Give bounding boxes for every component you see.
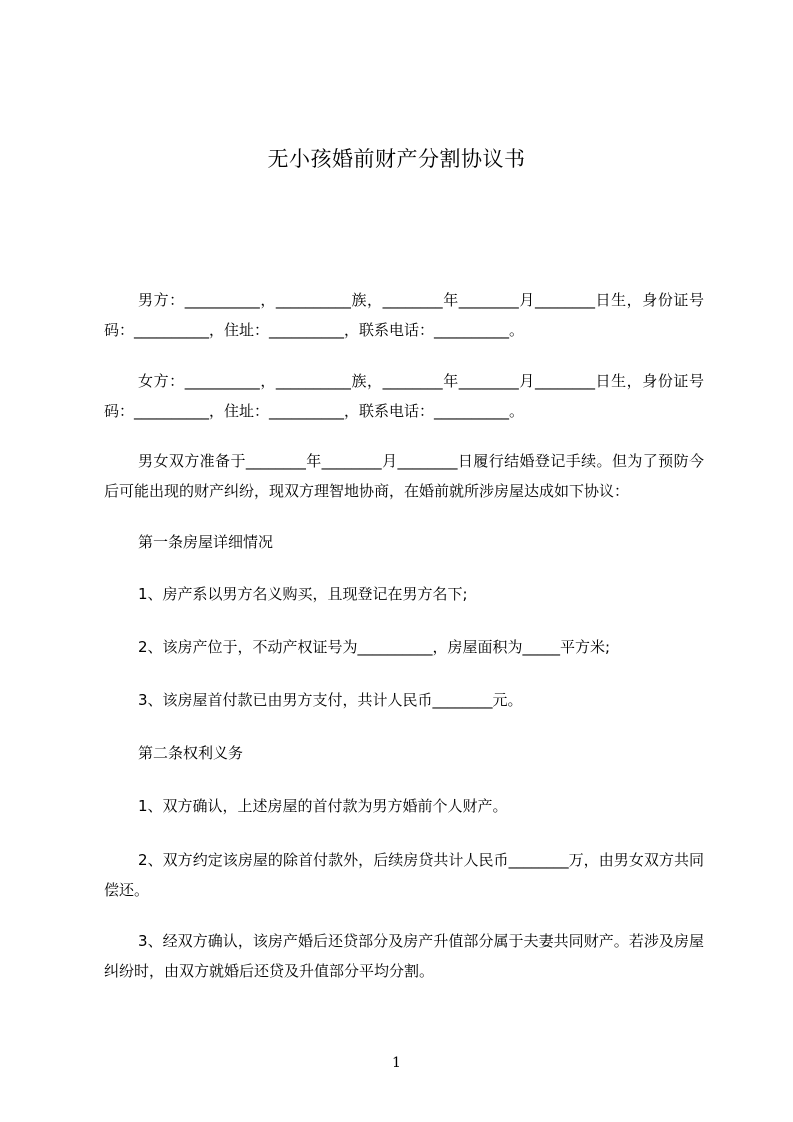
- female-party-paragraph: 女方：__________，__________族，________年________月________日生，身份证号码：__________，住址：__________，联系电话：__________。: [104, 372, 704, 420]
- article-1-item-1: 1、房产系以男方名义购买，且现登记在男方名下;: [138, 585, 468, 603]
- article-1-heading: 第一条房屋详细情况: [138, 533, 274, 551]
- article-2-item-2: 2、双方约定该房屋的除首付款外，后续房贷共计人民币________万，由男女双方共同偿还。: [104, 851, 704, 899]
- article-2-heading: 第二条权利义务: [138, 744, 244, 762]
- page-number: 1: [392, 1055, 401, 1071]
- document-title: 无小孩婚前财产分割协议书: [267, 147, 526, 171]
- article-1-item-2: 2、该房产位于，不动产权证号为__________，房屋面积为_____平方米;: [138, 638, 611, 656]
- article-2-item-3: 3、经双方确认，该房产婚后还贷部分及房产升值部分属于夫妻共同财产。若涉及房屋纠纷时，由双方就婚后还贷及升值部分平均分割。: [104, 932, 704, 980]
- article-2-item-1: 1、双方确认，上述房屋的首付款为男方婚前个人财产。: [138, 797, 508, 815]
- male-party-paragraph: 男方：__________，__________族，________年________月________日生，身份证号码：__________，住址：__________，联系电话：__________。: [104, 291, 704, 339]
- preamble-paragraph: 男女双方准备于________年________月________日履行结婚登记手续。但为了预防今后可能出现的财产纠纷，现双方理智地协商，在婚前就所涉房屋达成如下协议：: [104, 452, 704, 500]
- article-1-item-3: 3、该房屋首付款已由男方支付，共计人民币________元。: [138, 691, 523, 709]
